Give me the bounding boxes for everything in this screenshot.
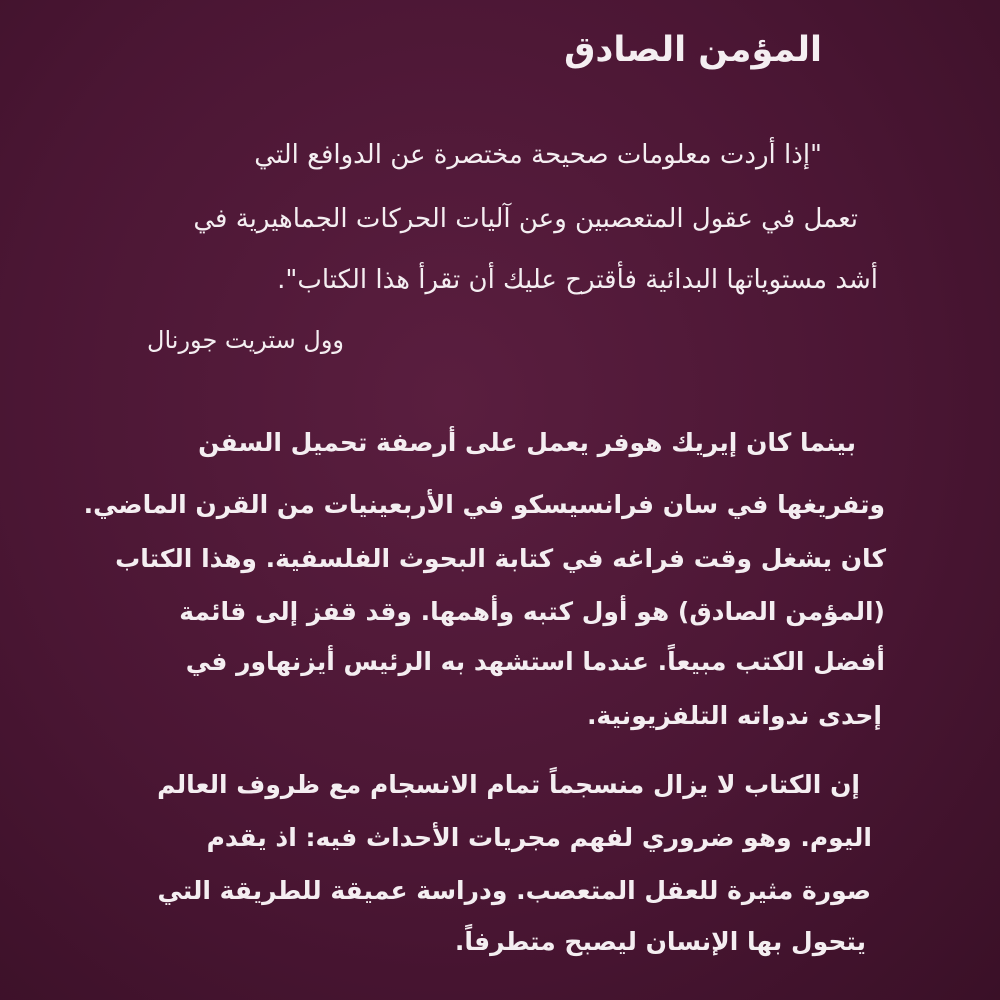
- paragraph-line: اليوم. وهو ضروري لفهم مجريات الأحداث فيه: اذ يقدم: [206, 823, 872, 852]
- paragraph-line: إن الكتاب لا يزال منسجماً تمام الانسجام مع ظروف العالم: [157, 770, 860, 799]
- paragraph-line: كان يشغل وقت فراغه في كتابة البحوث الفلسفية. وهذا الكتاب: [115, 544, 886, 573]
- quote-source: وول ستريت جورنال: [147, 326, 344, 354]
- paragraph-line: إحدى ندواته التلفزيونية.: [586, 701, 882, 730]
- book-title: المؤمن الصادق: [564, 30, 822, 70]
- quote-line: تعمل في عقول المتعصبين وعن آليات الحركات الجماهيرية في: [193, 204, 858, 234]
- paragraph-line: (المؤمن الصادق) هو أول كتبه وأهمها. وقد قفز إلى قائمة: [179, 597, 885, 626]
- paragraph-line: يتحول بها الإنسان ليصبح متطرفاً.: [454, 927, 866, 956]
- paragraph-line: بينما كان إيريك هوفر يعمل على أرصفة تحميل السفن: [198, 428, 856, 457]
- paragraph-line: أفضل الكتب مبيعاً. عندما استشهد به الرئيس أيزنهاور في: [185, 647, 885, 676]
- paragraph-line: صورة مثيرة للعقل المتعصب. ودراسة عميقة للطريقة التي: [157, 876, 871, 905]
- quote-line: "إذا أردت معلومات صحيحة مختصرة عن الدوافع التي: [254, 140, 822, 170]
- quote-line: أشد مستوياتها البدائية فأقترح عليك أن تقرأ هذا الكتاب".: [277, 265, 878, 295]
- paragraph-line: وتفريغها في سان فرانسيسكو في الأربعينيات من القرن الماضي.: [83, 490, 885, 519]
